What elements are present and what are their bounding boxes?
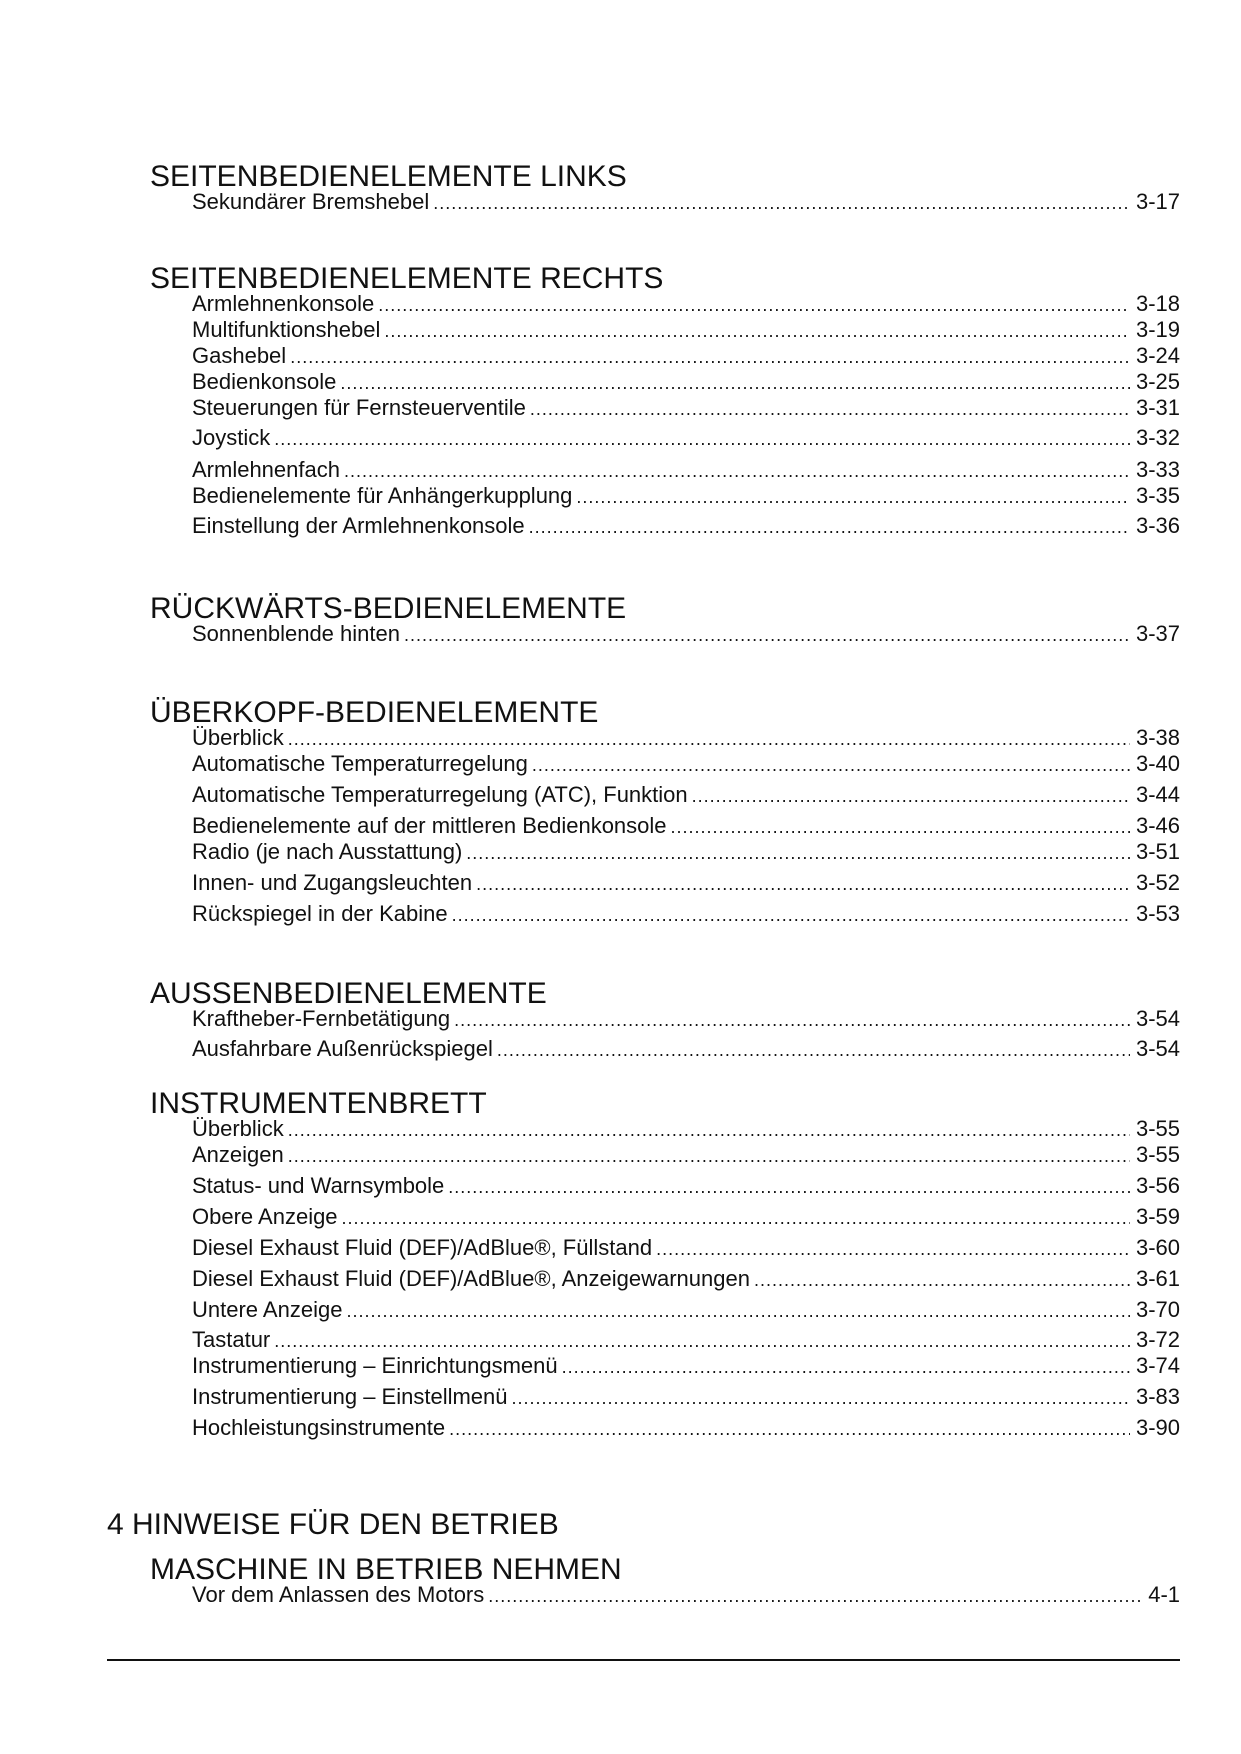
dot-leader [692, 781, 1130, 809]
toc-entry[interactable] [192, 1115, 1180, 1143]
toc-entry[interactable] [192, 620, 1180, 648]
entry-page: 3-36 [1135, 513, 1180, 538]
dot-leader [476, 869, 1130, 897]
dot-leader [454, 1005, 1130, 1033]
dot-leader [346, 1296, 1130, 1324]
toc-entry[interactable] [192, 1296, 1180, 1324]
dot-leader [378, 290, 1130, 318]
toc-section [150, 160, 1180, 214]
dot-leader [466, 838, 1130, 866]
toc-section [150, 977, 1180, 1061]
entry-page: 3-70 [1135, 1297, 1180, 1322]
entry-page: 3-54 [1135, 1006, 1180, 1031]
toc-entry[interactable] [192, 1035, 1180, 1063]
section-title: RÜCKWÄRTS-BEDIENELEMENTE [150, 592, 627, 625]
entry-label: Innen- und Zugangsleuchten [192, 870, 473, 895]
toc-entry[interactable] [192, 838, 1180, 866]
toc-section [150, 1087, 1180, 1440]
entry-label: Diesel Exhaust Fluid (DEF)/AdBlue®, Anzeigewarnungen [192, 1266, 750, 1291]
entry-label: Status- und Warnsymbole [192, 1173, 445, 1198]
toc-entry[interactable] [192, 750, 1180, 778]
toc-entry[interactable] [192, 1005, 1180, 1033]
dot-leader [288, 724, 1130, 752]
entry-page: 3-24 [1135, 343, 1180, 368]
section-title: SEITENBEDIENELEMENTE RECHTS [150, 262, 664, 295]
section-title: SEITENBEDIENELEMENTE LINKS [150, 160, 627, 193]
dot-leader [449, 1414, 1130, 1442]
entry-page: 3-52 [1135, 870, 1180, 895]
dot-leader [656, 1234, 1130, 1262]
toc-entry[interactable] [192, 1265, 1180, 1293]
entry-page: 3-55 [1135, 1142, 1180, 1167]
toc-entry[interactable] [192, 316, 1180, 344]
toc-entry[interactable] [192, 482, 1180, 510]
toc-entry[interactable] [192, 724, 1180, 752]
chapter-title: 4 HINWEISE FÜR DEN BETRIEB [107, 1508, 559, 1541]
dot-leader [530, 394, 1130, 422]
dot-leader [344, 456, 1130, 484]
entry-page: 3-51 [1135, 839, 1180, 864]
entry-label: Ausfahrbare Außenrückspiegel [192, 1036, 493, 1061]
section-title: MASCHINE IN BETRIEB NEHMEN [150, 1553, 622, 1586]
entry-label: Sekundärer Bremshebel [192, 189, 430, 214]
dot-leader [288, 1141, 1130, 1169]
section-title: AUSSENBEDIENELEMENTE [150, 977, 547, 1010]
dot-leader [576, 482, 1130, 510]
toc-entry[interactable] [192, 290, 1180, 318]
entry-label: Armlehnenkonsole [192, 291, 375, 316]
toc-entry[interactable] [192, 512, 1180, 540]
entry-page: 3-31 [1135, 395, 1180, 420]
entry-page: 3-44 [1135, 782, 1180, 807]
entry-label: Gashebel [192, 343, 287, 368]
toc-section [150, 592, 1180, 646]
dot-leader [497, 1035, 1130, 1063]
toc-section [150, 1553, 1180, 1607]
dot-leader [340, 368, 1130, 396]
entry-page: 3-33 [1135, 457, 1180, 482]
entry-label: Multifunktionshebel [192, 317, 381, 342]
toc-entry[interactable] [192, 1352, 1180, 1380]
entry-label: Instrumentierung – Einstellmenü [192, 1384, 508, 1409]
toc-entry[interactable] [192, 869, 1180, 897]
dot-leader [532, 750, 1130, 778]
footer-rule [107, 1659, 1180, 1661]
entry-page: 3-35 [1135, 483, 1180, 508]
dot-leader [274, 424, 1130, 452]
entry-label: Rückspiegel in der Kabine [192, 901, 448, 926]
entry-label: Instrumentierung – Einrichtungsmenü [192, 1353, 558, 1378]
entry-label: Automatische Temperaturregelung [192, 751, 528, 776]
dot-leader [433, 188, 1130, 216]
toc-entry[interactable] [192, 342, 1180, 370]
toc-entry[interactable] [192, 1141, 1180, 1169]
entry-page: 3-90 [1135, 1415, 1180, 1440]
dot-leader [488, 1581, 1142, 1609]
entry-page: 3-32 [1135, 425, 1180, 450]
entry-page: 3-72 [1135, 1327, 1180, 1352]
toc-entry[interactable] [192, 900, 1180, 928]
entry-page: 3-37 [1135, 621, 1180, 646]
toc-entry[interactable] [192, 188, 1180, 216]
entry-page: 3-19 [1135, 317, 1180, 342]
toc-entry[interactable] [192, 1414, 1180, 1442]
entry-page: 3-25 [1135, 369, 1180, 394]
toc-entry[interactable] [192, 1383, 1180, 1411]
toc-entry[interactable] [192, 1581, 1180, 1609]
entry-page: 3-40 [1135, 751, 1180, 776]
dot-leader [529, 512, 1130, 540]
entry-page: 3-46 [1135, 813, 1180, 838]
entry-label: Einstellung der Armlehnenkonsole [192, 513, 525, 538]
entry-page: 3-56 [1135, 1173, 1180, 1198]
entry-label: Überblick [192, 1116, 284, 1141]
entry-label: Bedienelemente auf der mittleren Bedienkonsole [192, 813, 667, 838]
entry-label: Vor dem Anlassen des Motors [192, 1582, 485, 1607]
entry-label: Anzeigen [192, 1142, 284, 1167]
entry-label: Automatische Temperaturregelung (ATC), Funktion [192, 782, 688, 807]
entry-page: 3-60 [1135, 1235, 1180, 1260]
entry-page: 3-54 [1135, 1036, 1180, 1061]
dot-leader [754, 1265, 1130, 1293]
dot-leader [448, 1172, 1130, 1200]
toc-section [150, 262, 1180, 538]
section-title: ÜBERKOPF-BEDIENELEMENTE [150, 696, 599, 729]
entry-page: 3-83 [1135, 1384, 1180, 1409]
entry-page: 4-1 [1148, 1582, 1180, 1607]
entry-label: Bedienelemente für Anhängerkupplung [192, 483, 573, 508]
entry-label: Radio (je nach Ausstattung) [192, 839, 463, 864]
entry-label: Bedienkonsole [192, 369, 337, 394]
entry-label: Tastatur [192, 1327, 271, 1352]
entry-page: 3-18 [1135, 291, 1180, 316]
toc-entry[interactable] [192, 812, 1180, 840]
dot-leader [404, 620, 1130, 648]
entry-label: Überblick [192, 725, 284, 750]
dot-leader [384, 316, 1130, 344]
dot-leader [562, 1352, 1130, 1380]
dot-leader [512, 1383, 1130, 1411]
toc-entry[interactable] [192, 1172, 1180, 1200]
toc-entry[interactable] [192, 781, 1180, 809]
toc-entry[interactable] [192, 1326, 1180, 1354]
entry-page: 3-55 [1135, 1116, 1180, 1141]
dot-leader [274, 1326, 1130, 1354]
dot-leader [342, 1203, 1130, 1231]
toc-entry[interactable] [192, 424, 1180, 452]
entry-label: Steuerungen für Fernsteuerventile [192, 395, 526, 420]
entry-label: Armlehnenfach [192, 457, 340, 482]
entry-page: 3-74 [1135, 1353, 1180, 1378]
toc-entry[interactable] [192, 456, 1180, 484]
section-title: INSTRUMENTENBRETT [150, 1087, 487, 1120]
entry-page: 3-38 [1135, 725, 1180, 750]
entry-page: 3-61 [1135, 1266, 1180, 1291]
dot-leader [288, 1115, 1130, 1143]
dot-leader [671, 812, 1130, 840]
entry-label: Sonnenblende hinten [192, 621, 400, 646]
entry-label: Joystick [192, 425, 271, 450]
toc-entry[interactable] [192, 394, 1180, 422]
toc-section [150, 696, 1180, 926]
entry-label: Kraftheber-Fernbetätigung [192, 1006, 451, 1031]
toc-entry[interactable] [192, 368, 1180, 396]
entry-page: 3-59 [1135, 1204, 1180, 1229]
dot-leader [290, 342, 1130, 370]
entry-label: Untere Anzeige [192, 1297, 343, 1322]
entry-label: Obere Anzeige [192, 1204, 338, 1229]
entry-page: 3-53 [1135, 901, 1180, 926]
entry-label: Hochleistungsinstrumente [192, 1415, 446, 1440]
dot-leader [452, 900, 1130, 928]
entry-label: Diesel Exhaust Fluid (DEF)/AdBlue®, Füllstand [192, 1235, 653, 1260]
entry-page: 3-17 [1135, 189, 1180, 214]
toc-entry[interactable] [192, 1203, 1180, 1231]
toc-entry[interactable] [192, 1234, 1180, 1262]
